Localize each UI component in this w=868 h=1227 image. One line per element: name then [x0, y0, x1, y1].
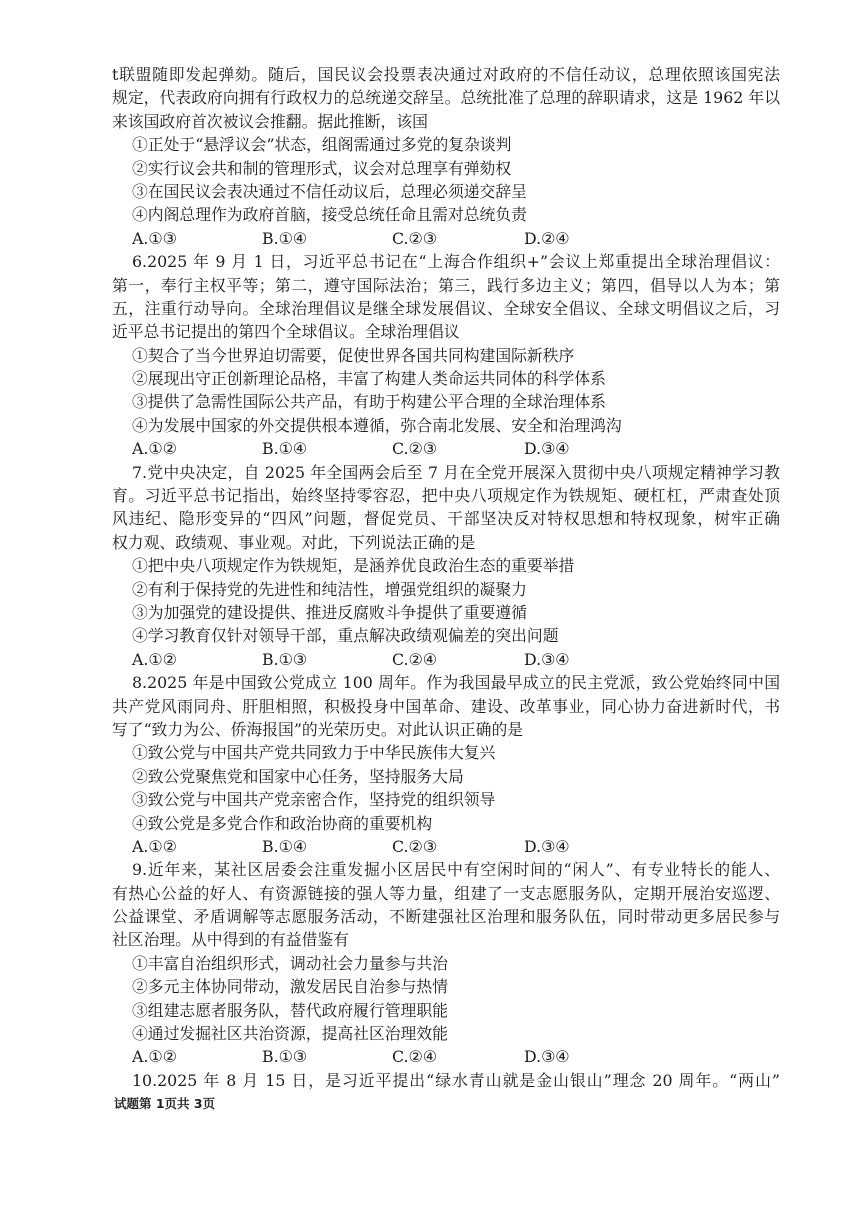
q7-choice-b: B.①③	[262, 649, 307, 669]
q6-choice-c: C.②③	[392, 439, 437, 459]
q5-choice-b: B.①④	[262, 228, 307, 248]
q9-choices	[112, 1045, 780, 1068]
q7-stem-line-4: 权力观、政绩观、事业观。对此，下列说法正确的是	[112, 532, 476, 552]
q9-stem-line-3: 公益课堂、矛盾调解等志愿服务活动，不断建强社区治理和服务队伍，同时带动更多居民参与	[112, 907, 780, 927]
q9-choice-d: D.③④	[524, 1047, 570, 1067]
q6-stem-line-2: 第一，奉行主权平等；第二，遵守国际法治；第三，践行多边主义；第四，倡导以人为本；第	[112, 275, 780, 295]
q9-choice-c: C.②④	[392, 1047, 437, 1067]
q5-choice-d: D.②④	[524, 228, 570, 248]
q5-stem-line-3: 来该国政府首次被议会推翻。据此推断，该国	[112, 111, 428, 131]
q10-stem-line-1: 10.2025 年 8 月 15 日，是习近平提出“绿水青山就是金山银山”理念 20 周年。“两山”	[132, 1070, 780, 1090]
q9-option-1: ①丰富自治组织形式，调动社会力量参与共治	[132, 953, 448, 973]
q8-choice-c: C.②③	[392, 836, 437, 856]
q9-choice-a: A.①②	[132, 1047, 177, 1067]
q5-option-4: ④内阁总理作为政府首脑，接受总统任命且需对总统负责	[132, 205, 527, 225]
q8-stem-line-2: 共产党风雨同舟、肝胆相照，积极投身中国革命、建设、改革事业，同心协力奋进新时代，书	[112, 696, 780, 716]
q8-option-3: ③致公党与中国共产党亲密合作，坚持党的组织领导	[132, 790, 496, 810]
q5-stem-line-1: t联盟随即发起弹劾。随后，国民议会投票表决通过对政府的不信任动议，总理依照该国宪法	[112, 65, 780, 84]
q5-choice-a: A.①③	[132, 228, 177, 248]
q7-stem-line-3: 风违纪、隐形变异的“四风”问题，督促党员、干部坚决反对特权思想和特权现象，树牢正确	[112, 509, 780, 529]
q5-option-1: ①正处于“悬浮议会”状态，组阁需通过多党的复杂谈判	[132, 135, 512, 155]
q9-stem-line-4: 社区治理。从中得到的有益借鉴有	[112, 930, 349, 950]
q7-choices	[112, 648, 780, 671]
q5-option-3: ③在国民议会表决通过不信任动议后，总理必须递交辞呈	[132, 181, 527, 201]
q8-stem-line-3: 写了“致力为公、侨海报国”的光荣历史。对此认识正确的是	[112, 719, 524, 739]
q7-option-1: ①把中央八项规定作为铁规矩，是涵养优良政治生态的重要举措	[132, 556, 575, 576]
q6-choice-d: D.③④	[524, 439, 570, 459]
q9-choice-b: B.①③	[262, 1047, 307, 1067]
q8-option-1: ①致公党与中国共产党共同致力于中华民族伟大复兴	[132, 743, 496, 763]
q6-stem-line-4: 近平总书记提出的第四个全球倡议。全球治理倡议	[112, 322, 460, 342]
q5-choice-c: C.②③	[392, 228, 437, 248]
q7-stem-line-1: 7.党中央决定，自 2025 年全国两会后至 7 月在全党开展深入贯彻中央八项规定精神学习教	[132, 462, 780, 482]
q8-choice-b: B.①④	[262, 836, 307, 856]
q6-option-2: ②展现出守正创新理论品格，丰富了构建人类命运共同体的科学体系	[132, 369, 606, 389]
q6-option-1: ①契合了当今世界迫切需要，促使世界各国共同构建国际新秩序	[132, 345, 575, 365]
q8-choice-a: A.①②	[132, 836, 177, 856]
q5-choices	[112, 227, 780, 250]
q9-stem-line-2: 有热心公益的好人、有资源链接的强人等力量，组建了一支志愿服务队，定期开展治安巡逻、	[112, 883, 780, 903]
q7-stem-line-2: 育。习近平总书记指出，始终坚持零容忍，把中央八项规定作为铁规矩、硬杠杠，严肃查处顶	[112, 486, 780, 506]
q6-choice-a: A.①②	[132, 439, 177, 459]
q7-option-4: ④学习教育仅针对领导干部，重点解决政绩观偏差的突出问题	[132, 626, 559, 646]
q9-stem-line-1: 9.近年来，某社区居委会注重发掘小区居民中有空闲时间的“闲人”、有专业特长的能人、	[132, 860, 780, 880]
page-footer: 试题第 1页共 3页	[114, 1096, 216, 1111]
q8-choices	[112, 835, 780, 858]
q9-option-2: ②多元主体协同带动，激发居民自治参与热情	[132, 977, 448, 997]
q7-choice-c: C.②④	[392, 649, 437, 669]
q6-choices	[112, 437, 780, 460]
q7-option-2: ②有利于保持党的先进性和纯洁性，增强党组织的凝聚力	[132, 579, 527, 599]
q8-option-4: ④致公党是多党合作和政治协商的重要机构	[132, 813, 433, 833]
q6-option-3: ③提供了急需性国际公共产品，有助于构建公平合理的全球治理体系	[132, 392, 606, 412]
q8-option-2: ②致公党聚焦党和国家中心任务，坚持服务大局	[132, 766, 464, 786]
q5-option-2: ②实行议会共和制的管理形式，议会对总理享有弹劾权	[132, 158, 512, 178]
q6-stem-line-1: 6.2025 年 9 月 1 日，习近平总书记在“上海合作组织+”会议上郑重提出全球治理倡议：	[132, 252, 780, 272]
exam-content	[112, 63, 780, 1092]
q6-choice-b: B.①④	[262, 439, 307, 459]
q9-option-4: ④通过发掘社区共治资源，提高社区治理效能	[132, 1024, 448, 1044]
q9-option-3: ③组建志愿者服务队，替代政府履行管理职能	[132, 1000, 448, 1020]
q8-stem-line-1: 8.2025 年是中国致公党成立 100 周年。作为我国最早成立的民主党派，致公党始终同中国	[132, 673, 780, 693]
q6-stem-line-3: 五，注重行动导向。全球治理倡议是继全球发展倡议、全球安全倡议、全球文明倡议之后，习	[112, 298, 780, 318]
q5-stem-line-2: 规定，代表政府向拥有行政权力的总统递交辞呈。总统批准了总理的辞职请求，这是 1962 年以	[112, 88, 780, 108]
q8-choice-d: D.③④	[524, 836, 570, 856]
q7-choice-d: D.③④	[524, 649, 570, 669]
q7-option-3: ③为加强党的建设提供、推进反腐败斗争提供了重要遵循	[132, 602, 527, 622]
q6-option-4: ④为发展中国家的外交提供根本遵循，弥合南北发展、安全和治理鸿沟	[132, 415, 622, 435]
q7-choice-a: A.①②	[132, 649, 177, 669]
